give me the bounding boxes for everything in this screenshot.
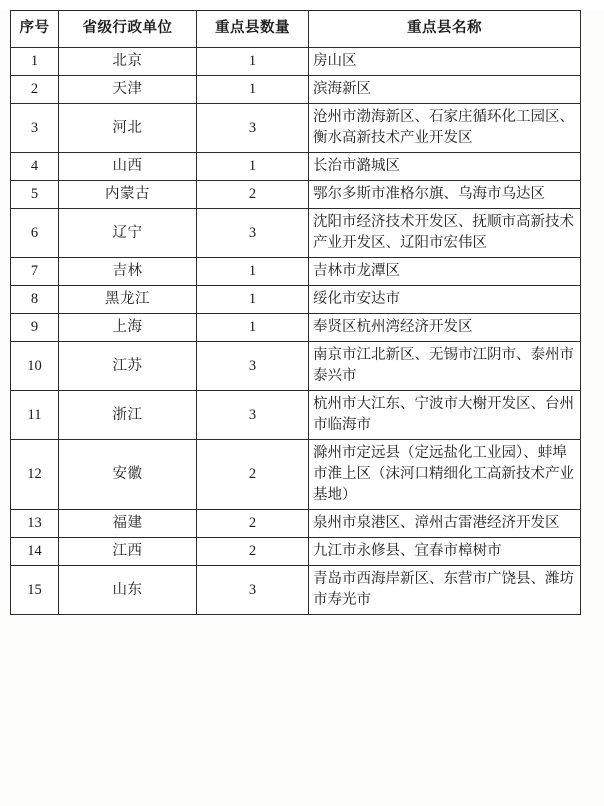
table-row <box>11 258 581 286</box>
column-header-names: 重点县名称 <box>309 11 581 48</box>
cell-index: 8 <box>11 286 59 314</box>
cell-province: 江苏 <box>59 342 197 391</box>
cell-index: 13 <box>11 510 59 538</box>
cell-count: 3 <box>197 104 309 153</box>
table-row <box>11 76 581 104</box>
cell-index: 4 <box>11 153 59 181</box>
table-row <box>11 153 581 181</box>
cell-province: 天津 <box>59 76 197 104</box>
cell-names: 鄂尔多斯市准格尔旗、乌海市乌达区 <box>309 181 581 209</box>
cell-province: 内蒙古 <box>59 181 197 209</box>
cell-province: 浙江 <box>59 391 197 440</box>
table-row <box>11 566 581 615</box>
table-row <box>11 342 581 391</box>
cell-index: 14 <box>11 538 59 566</box>
cell-index: 12 <box>11 440 59 510</box>
cell-province: 上海 <box>59 314 197 342</box>
cell-index: 9 <box>11 314 59 342</box>
cell-count: 1 <box>197 76 309 104</box>
cell-count: 2 <box>197 538 309 566</box>
cell-index: 6 <box>11 209 59 258</box>
cell-index: 1 <box>11 48 59 76</box>
cell-names: 奉贤区杭州湾经济开发区 <box>309 314 581 342</box>
cell-names: 滨海新区 <box>309 76 581 104</box>
table-row <box>11 286 581 314</box>
cell-index: 11 <box>11 391 59 440</box>
table-header <box>11 11 581 48</box>
document-page <box>0 10 604 806</box>
cell-count: 3 <box>197 342 309 391</box>
cell-index: 5 <box>11 181 59 209</box>
cell-names: 九江市永修县、宜春市樟树市 <box>309 538 581 566</box>
cell-names: 沧州市渤海新区、石家庄循环化工园区、衡水高新技术产业开发区 <box>309 104 581 153</box>
cell-names: 房山区 <box>309 48 581 76</box>
cell-names: 长治市潞城区 <box>309 153 581 181</box>
cell-names: 青岛市西海岸新区、东营市广饶县、潍坊市寿光市 <box>309 566 581 615</box>
column-header-count: 重点县数量 <box>197 11 309 48</box>
cell-names: 吉林市龙潭区 <box>309 258 581 286</box>
table-row <box>11 209 581 258</box>
cell-count: 1 <box>197 153 309 181</box>
table-row <box>11 104 581 153</box>
column-header-index: 序号 <box>11 11 59 48</box>
cell-province: 河北 <box>59 104 197 153</box>
cell-count: 3 <box>197 209 309 258</box>
cell-province: 山西 <box>59 153 197 181</box>
cell-names: 泉州市泉港区、漳州古雷港经济开发区 <box>309 510 581 538</box>
table-row <box>11 314 581 342</box>
table-row <box>11 510 581 538</box>
cell-index: 3 <box>11 104 59 153</box>
cell-index: 2 <box>11 76 59 104</box>
cell-index: 10 <box>11 342 59 391</box>
cell-names: 滁州市定远县（定远盐化工业园）、蚌埠市淮上区（沫河口精细化工高新技术产业基地） <box>309 440 581 510</box>
cell-count: 3 <box>197 566 309 615</box>
table-row <box>11 48 581 76</box>
cell-province: 安徽 <box>59 440 197 510</box>
cell-province: 福建 <box>59 510 197 538</box>
cell-count: 1 <box>197 48 309 76</box>
cell-count: 2 <box>197 440 309 510</box>
table-header-row <box>11 11 581 48</box>
cell-province: 黑龙江 <box>59 286 197 314</box>
cell-index: 15 <box>11 566 59 615</box>
cell-count: 2 <box>197 181 309 209</box>
key-counties-table <box>10 10 581 615</box>
cell-count: 1 <box>197 314 309 342</box>
cell-names: 绥化市安达市 <box>309 286 581 314</box>
cell-province: 北京 <box>59 48 197 76</box>
cell-province: 辽宁 <box>59 209 197 258</box>
cell-province: 江西 <box>59 538 197 566</box>
table-row <box>11 440 581 510</box>
cell-index: 7 <box>11 258 59 286</box>
cell-names: 沈阳市经济技术开发区、抚顺市高新技术产业开发区、辽阳市宏伟区 <box>309 209 581 258</box>
table-row <box>11 391 581 440</box>
cell-names: 南京市江北新区、无锡市江阴市、泰州市泰兴市 <box>309 342 581 391</box>
cell-count: 1 <box>197 286 309 314</box>
cell-count: 2 <box>197 510 309 538</box>
cell-names: 杭州市大江东、宁波市大榭开发区、台州市临海市 <box>309 391 581 440</box>
table-row <box>11 538 581 566</box>
column-header-province: 省级行政单位 <box>59 11 197 48</box>
table-row <box>11 181 581 209</box>
cell-province: 吉林 <box>59 258 197 286</box>
table-body <box>11 48 581 615</box>
cell-province: 山东 <box>59 566 197 615</box>
cell-count: 1 <box>197 258 309 286</box>
cell-count: 3 <box>197 391 309 440</box>
